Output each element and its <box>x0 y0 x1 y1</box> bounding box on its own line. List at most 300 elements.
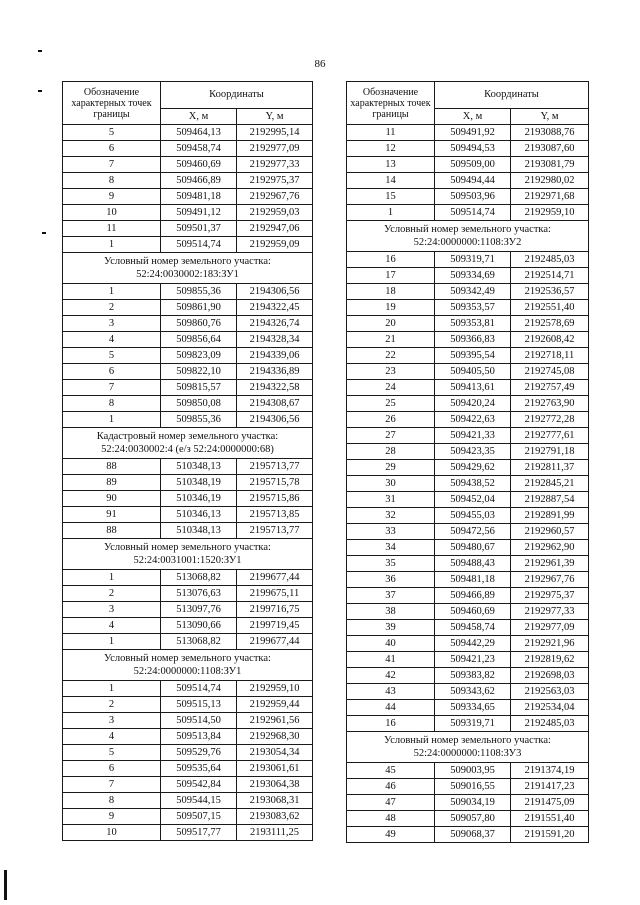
x-coordinate-cell: 509458,74 <box>435 620 511 636</box>
point-number-cell: 1 <box>63 681 161 697</box>
x-coordinate-cell: 509421,33 <box>435 428 511 444</box>
x-coordinate-cell: 509429,62 <box>435 460 511 476</box>
table-row <box>63 157 313 173</box>
point-number-cell: 11 <box>63 221 161 237</box>
y-coordinate-cell: 2191551,40 <box>511 811 589 827</box>
y-coordinate-cell: 2192763,90 <box>511 396 589 412</box>
table-row <box>347 492 589 508</box>
point-number-cell: 25 <box>347 396 435 412</box>
y-coordinate-cell: 2195715,86 <box>237 491 313 507</box>
table-row <box>63 221 313 237</box>
point-number-cell: 32 <box>347 508 435 524</box>
y-coordinate-cell: 2191591,20 <box>511 827 589 843</box>
x-coordinate-cell: 509488,43 <box>435 556 511 572</box>
table-row <box>63 697 313 713</box>
x-coordinate-cell: 509494,53 <box>435 141 511 157</box>
x-coordinate-cell: 509855,36 <box>161 412 237 428</box>
y-coordinate-cell: 2192977,09 <box>511 620 589 636</box>
y-coordinate-cell: 2192551,40 <box>511 300 589 316</box>
y-coordinate-cell: 2192961,56 <box>237 713 313 729</box>
parcel-section-heading: Кадастровый номер земельного участка: 52:24:0030002:4 (е/з 52:24:0000000:68) <box>63 428 313 459</box>
point-number-cell: 8 <box>63 173 161 189</box>
y-coordinate-cell: 2191417,23 <box>511 779 589 795</box>
point-number-cell: 12 <box>347 141 435 157</box>
table-row <box>347 620 589 636</box>
y-coordinate-cell: 2194339,06 <box>237 348 313 364</box>
table-row <box>63 761 313 777</box>
y-coordinate-cell: 2194308,67 <box>237 396 313 412</box>
parcel-section-heading: Условный номер земельного участка: 52:24:0031001:1520:ЗУ1 <box>63 539 313 570</box>
point-number-cell: 39 <box>347 620 435 636</box>
y-coordinate-cell: 2192485,03 <box>511 252 589 268</box>
point-number-cell: 42 <box>347 668 435 684</box>
point-number-cell: 1 <box>63 284 161 300</box>
x-coordinate-cell: 509421,23 <box>435 652 511 668</box>
table-row <box>63 491 313 507</box>
table-row <box>63 475 313 491</box>
point-number-cell: 90 <box>63 491 161 507</box>
x-coordinate-cell: 510346,19 <box>161 491 237 507</box>
point-number-cell: 7 <box>63 777 161 793</box>
point-number-cell: 17 <box>347 268 435 284</box>
x-coordinate-cell: 509481,18 <box>161 189 237 205</box>
y-coordinate-cell: 2192975,37 <box>237 173 313 189</box>
y-coordinate-cell: 2195713,77 <box>237 459 313 475</box>
x-coordinate-cell: 509466,89 <box>161 173 237 189</box>
y-coordinate-cell: 2195715,78 <box>237 475 313 491</box>
point-number-cell: 30 <box>347 476 435 492</box>
y-coordinate-cell: 2192977,33 <box>511 604 589 620</box>
table-row <box>63 507 313 523</box>
x-coordinate-cell: 509423,35 <box>435 444 511 460</box>
scan-mark <box>38 90 42 92</box>
y-coordinate-cell: 2192698,03 <box>511 668 589 684</box>
table-row <box>347 716 589 732</box>
section-row <box>63 428 313 459</box>
point-number-cell: 44 <box>347 700 435 716</box>
x-coordinate-cell: 509395,54 <box>435 348 511 364</box>
parcel-section-heading: Условный номер земельного участка: 52:24:0030002:183:ЗУ1 <box>63 253 313 284</box>
point-number-cell: 15 <box>347 189 435 205</box>
point-number-cell: 31 <box>347 492 435 508</box>
y-coordinate-cell: 2192995,14 <box>237 125 313 141</box>
point-number-cell: 1 <box>63 237 161 253</box>
y-coordinate-cell: 2193111,25 <box>237 825 313 841</box>
coordinates-table-left <box>62 81 313 841</box>
table-row <box>63 205 313 221</box>
y-coordinate-cell: 2193081,79 <box>511 157 589 173</box>
table-row <box>347 316 589 332</box>
x-coordinate-cell: 509438,52 <box>435 476 511 492</box>
y-coordinate-cell: 2192772,28 <box>511 412 589 428</box>
x-coordinate-cell: 509464,13 <box>161 125 237 141</box>
point-number-cell: 20 <box>347 316 435 332</box>
table-row <box>347 157 589 173</box>
y-coordinate-cell: 2199716,75 <box>237 602 313 618</box>
point-number-cell: 40 <box>347 636 435 652</box>
point-number-cell: 1 <box>63 570 161 586</box>
x-coordinate-cell: 509860,76 <box>161 316 237 332</box>
x-coordinate-cell: 509472,56 <box>435 524 511 540</box>
y-coordinate-cell: 2193088,76 <box>511 125 589 141</box>
x-coordinate-cell: 509514,74 <box>161 681 237 697</box>
header-coordinates: Координаты <box>161 82 313 109</box>
y-coordinate-cell: 2192971,68 <box>511 189 589 205</box>
y-coordinate-cell: 2192563,03 <box>511 684 589 700</box>
table-row <box>347 189 589 205</box>
table-row <box>347 795 589 811</box>
section-row <box>63 539 313 570</box>
x-coordinate-cell: 509542,84 <box>161 777 237 793</box>
table-row <box>63 284 313 300</box>
y-coordinate-cell: 2192959,09 <box>237 237 313 253</box>
x-coordinate-cell: 509460,69 <box>161 157 237 173</box>
y-coordinate-cell: 2192962,90 <box>511 540 589 556</box>
x-coordinate-cell: 509822,10 <box>161 364 237 380</box>
table-row <box>63 125 313 141</box>
parcel-section-heading: Условный номер земельного участка: 52:24:0000000:1108:ЗУ3 <box>347 732 589 763</box>
point-number-cell: 43 <box>347 684 435 700</box>
x-coordinate-cell: 509850,08 <box>161 396 237 412</box>
point-number-cell: 28 <box>347 444 435 460</box>
point-number-cell: 16 <box>347 252 435 268</box>
x-coordinate-cell: 509856,64 <box>161 332 237 348</box>
y-coordinate-cell: 2192534,04 <box>511 700 589 716</box>
table-row <box>347 444 589 460</box>
x-coordinate-cell: 510348,13 <box>161 523 237 539</box>
point-number-cell: 18 <box>347 284 435 300</box>
x-coordinate-cell: 509466,89 <box>435 588 511 604</box>
point-number-cell: 22 <box>347 348 435 364</box>
point-number-cell: 9 <box>63 189 161 205</box>
y-coordinate-cell: 2194326,74 <box>237 316 313 332</box>
point-number-cell: 8 <box>63 793 161 809</box>
y-coordinate-cell: 2192791,18 <box>511 444 589 460</box>
table-row <box>347 428 589 444</box>
x-coordinate-cell: 509507,15 <box>161 809 237 825</box>
header-x: X, м <box>435 109 511 125</box>
table-row <box>347 460 589 476</box>
table-row <box>63 777 313 793</box>
x-coordinate-cell: 509514,50 <box>161 713 237 729</box>
table-body <box>347 125 589 843</box>
y-coordinate-cell: 2192967,76 <box>511 572 589 588</box>
point-number-cell: 13 <box>347 157 435 173</box>
point-number-cell: 24 <box>347 380 435 396</box>
y-coordinate-cell: 2192977,09 <box>237 141 313 157</box>
x-coordinate-cell: 510348,19 <box>161 475 237 491</box>
table-row <box>347 652 589 668</box>
point-number-cell: 88 <box>63 523 161 539</box>
point-number-cell: 47 <box>347 795 435 811</box>
table-row <box>63 745 313 761</box>
table-row <box>347 412 589 428</box>
table-row <box>347 508 589 524</box>
y-coordinate-cell: 2199677,44 <box>237 634 313 650</box>
table-row <box>347 811 589 827</box>
table-row <box>63 332 313 348</box>
table-row <box>347 125 589 141</box>
table-row <box>63 316 313 332</box>
point-number-cell: 10 <box>63 205 161 221</box>
point-number-cell: 5 <box>63 745 161 761</box>
y-coordinate-cell: 2195713,85 <box>237 507 313 523</box>
x-coordinate-cell: 513076,63 <box>161 586 237 602</box>
table-row <box>347 827 589 843</box>
table-row <box>63 729 313 745</box>
x-coordinate-cell: 509420,24 <box>435 396 511 412</box>
table-row <box>347 332 589 348</box>
x-coordinate-cell: 509319,71 <box>435 252 511 268</box>
point-number-cell: 36 <box>347 572 435 588</box>
y-coordinate-cell: 2192959,10 <box>237 681 313 697</box>
point-number-cell: 2 <box>63 300 161 316</box>
point-number-cell: 4 <box>63 332 161 348</box>
x-coordinate-cell: 509480,67 <box>435 540 511 556</box>
parcel-section-heading: Условный номер земельного участка: 52:24:0000000:1108:ЗУ1 <box>63 650 313 681</box>
y-coordinate-cell: 2193087,60 <box>511 141 589 157</box>
y-coordinate-cell: 2192968,30 <box>237 729 313 745</box>
x-coordinate-cell: 509815,57 <box>161 380 237 396</box>
y-coordinate-cell: 2193068,31 <box>237 793 313 809</box>
y-coordinate-cell: 2192959,03 <box>237 205 313 221</box>
table-row <box>347 700 589 716</box>
point-number-cell: 37 <box>347 588 435 604</box>
y-coordinate-cell: 2191475,09 <box>511 795 589 811</box>
point-number-cell: 21 <box>347 332 435 348</box>
x-coordinate-cell: 509491,12 <box>161 205 237 221</box>
point-number-cell: 19 <box>347 300 435 316</box>
point-number-cell: 10 <box>63 825 161 841</box>
x-coordinate-cell: 509422,63 <box>435 412 511 428</box>
table-row <box>63 570 313 586</box>
x-coordinate-cell: 509509,00 <box>435 157 511 173</box>
y-coordinate-cell: 2192745,08 <box>511 364 589 380</box>
point-number-cell: 33 <box>347 524 435 540</box>
x-coordinate-cell: 509366,83 <box>435 332 511 348</box>
y-coordinate-cell: 2192777,61 <box>511 428 589 444</box>
table-row <box>347 364 589 380</box>
table-row <box>347 396 589 412</box>
point-number-cell: 23 <box>347 364 435 380</box>
x-coordinate-cell: 509460,69 <box>435 604 511 620</box>
y-coordinate-cell: 2192819,62 <box>511 652 589 668</box>
y-coordinate-cell: 2192514,71 <box>511 268 589 284</box>
table-row <box>347 173 589 189</box>
point-number-cell: 3 <box>63 602 161 618</box>
y-coordinate-cell: 2193061,61 <box>237 761 313 777</box>
point-number-cell: 46 <box>347 779 435 795</box>
table-row <box>347 380 589 396</box>
point-number-cell: 48 <box>347 811 435 827</box>
y-coordinate-cell: 2194322,45 <box>237 300 313 316</box>
point-number-cell: 3 <box>63 316 161 332</box>
x-coordinate-cell: 510346,13 <box>161 507 237 523</box>
x-coordinate-cell: 509342,49 <box>435 284 511 300</box>
point-number-cell: 4 <box>63 729 161 745</box>
table-row <box>347 141 589 157</box>
scan-mark <box>4 870 7 900</box>
x-coordinate-cell: 513090,66 <box>161 618 237 634</box>
parcel-section-heading: Условный номер земельного участка: 52:24:0000000:1108:ЗУ2 <box>347 221 589 252</box>
x-coordinate-cell: 509405,50 <box>435 364 511 380</box>
table-row <box>347 205 589 221</box>
x-coordinate-cell: 509383,82 <box>435 668 511 684</box>
table-row <box>63 348 313 364</box>
table-row <box>347 604 589 620</box>
y-coordinate-cell: 2193064,38 <box>237 777 313 793</box>
x-coordinate-cell: 509458,74 <box>161 141 237 157</box>
x-coordinate-cell: 513097,76 <box>161 602 237 618</box>
y-coordinate-cell: 2192891,99 <box>511 508 589 524</box>
y-coordinate-cell: 2192608,42 <box>511 332 589 348</box>
point-number-cell: 38 <box>347 604 435 620</box>
table-row <box>347 348 589 364</box>
point-number-cell: 7 <box>63 380 161 396</box>
y-coordinate-cell: 2194328,34 <box>237 332 313 348</box>
x-coordinate-cell: 509442,29 <box>435 636 511 652</box>
table-row <box>347 524 589 540</box>
table-row <box>63 300 313 316</box>
point-number-cell: 9 <box>63 809 161 825</box>
point-number-cell: 6 <box>63 761 161 777</box>
x-coordinate-cell: 509016,55 <box>435 779 511 795</box>
point-number-cell: 89 <box>63 475 161 491</box>
y-coordinate-cell: 2192757,49 <box>511 380 589 396</box>
y-coordinate-cell: 2195713,77 <box>237 523 313 539</box>
x-coordinate-cell: 509861,90 <box>161 300 237 316</box>
point-number-cell: 91 <box>63 507 161 523</box>
y-coordinate-cell: 2199677,44 <box>237 570 313 586</box>
section-row <box>347 221 589 252</box>
x-coordinate-cell: 509343,62 <box>435 684 511 700</box>
y-coordinate-cell: 2193054,34 <box>237 745 313 761</box>
x-coordinate-cell: 509334,69 <box>435 268 511 284</box>
point-number-cell: 11 <box>347 125 435 141</box>
table-row <box>63 523 313 539</box>
header-y: Y, м <box>511 109 589 125</box>
point-number-cell: 6 <box>63 364 161 380</box>
x-coordinate-cell: 509491,92 <box>435 125 511 141</box>
point-number-cell: 2 <box>63 697 161 713</box>
table-row <box>347 572 589 588</box>
y-coordinate-cell: 2191374,19 <box>511 763 589 779</box>
point-number-cell: 4 <box>63 618 161 634</box>
table-row <box>347 556 589 572</box>
y-coordinate-cell: 2192980,02 <box>511 173 589 189</box>
page-number: 86 <box>314 58 326 70</box>
x-coordinate-cell: 509503,96 <box>435 189 511 205</box>
table-row <box>63 189 313 205</box>
section-row <box>63 253 313 284</box>
y-coordinate-cell: 2192485,03 <box>511 716 589 732</box>
section-row <box>63 650 313 681</box>
table-row <box>347 636 589 652</box>
point-number-cell: 1 <box>63 634 161 650</box>
point-number-cell: 27 <box>347 428 435 444</box>
table-row <box>63 586 313 602</box>
table-row <box>63 602 313 618</box>
y-coordinate-cell: 2192961,39 <box>511 556 589 572</box>
x-coordinate-cell: 509334,65 <box>435 700 511 716</box>
x-coordinate-cell: 509515,13 <box>161 697 237 713</box>
x-coordinate-cell: 509494,44 <box>435 173 511 189</box>
table-row <box>63 141 313 157</box>
point-number-cell: 1 <box>63 412 161 428</box>
y-coordinate-cell: 2192718,11 <box>511 348 589 364</box>
x-coordinate-cell: 509068,37 <box>435 827 511 843</box>
x-coordinate-cell: 509413,61 <box>435 380 511 396</box>
header-point-label: Обозначение характерных точек границы <box>63 82 161 125</box>
point-number-cell: 35 <box>347 556 435 572</box>
point-number-cell: 41 <box>347 652 435 668</box>
point-number-cell: 26 <box>347 412 435 428</box>
point-number-cell: 2 <box>63 586 161 602</box>
y-coordinate-cell: 2192845,21 <box>511 476 589 492</box>
point-number-cell: 16 <box>347 716 435 732</box>
table-row <box>347 763 589 779</box>
y-coordinate-cell: 2192578,69 <box>511 316 589 332</box>
table-row <box>347 300 589 316</box>
y-coordinate-cell: 2192977,33 <box>237 157 313 173</box>
x-coordinate-cell: 509034,19 <box>435 795 511 811</box>
x-coordinate-cell: 509517,77 <box>161 825 237 841</box>
table-row <box>63 364 313 380</box>
y-coordinate-cell: 2192967,76 <box>237 189 313 205</box>
table-row <box>63 459 313 475</box>
point-number-cell: 45 <box>347 763 435 779</box>
y-coordinate-cell: 2199719,45 <box>237 618 313 634</box>
point-number-cell: 88 <box>63 459 161 475</box>
table-row <box>63 396 313 412</box>
point-number-cell: 14 <box>347 173 435 189</box>
y-coordinate-cell: 2192975,37 <box>511 588 589 604</box>
table-row <box>63 634 313 650</box>
y-coordinate-cell: 2192811,37 <box>511 460 589 476</box>
x-coordinate-cell: 510348,13 <box>161 459 237 475</box>
table-row <box>347 668 589 684</box>
x-coordinate-cell: 509455,03 <box>435 508 511 524</box>
coordinates-table-right <box>346 81 589 843</box>
scan-mark <box>42 232 46 234</box>
y-coordinate-cell: 2192959,44 <box>237 697 313 713</box>
table-row <box>347 684 589 700</box>
x-coordinate-cell: 509513,84 <box>161 729 237 745</box>
table-row <box>347 284 589 300</box>
x-coordinate-cell: 509353,57 <box>435 300 511 316</box>
y-coordinate-cell: 2194336,89 <box>237 364 313 380</box>
x-coordinate-cell: 513068,82 <box>161 634 237 650</box>
table-row <box>63 618 313 634</box>
table-row <box>63 681 313 697</box>
header-x: X, м <box>161 109 237 125</box>
y-coordinate-cell: 2192536,57 <box>511 284 589 300</box>
x-coordinate-cell: 509057,80 <box>435 811 511 827</box>
x-coordinate-cell: 513068,82 <box>161 570 237 586</box>
y-coordinate-cell: 2192947,06 <box>237 221 313 237</box>
x-coordinate-cell: 509319,71 <box>435 716 511 732</box>
table-row <box>347 588 589 604</box>
y-coordinate-cell: 2194306,56 <box>237 412 313 428</box>
point-number-cell: 3 <box>63 713 161 729</box>
y-coordinate-cell: 2192960,57 <box>511 524 589 540</box>
point-number-cell: 5 <box>63 348 161 364</box>
table-row <box>63 237 313 253</box>
table-row <box>63 173 313 189</box>
point-number-cell: 1 <box>347 205 435 221</box>
y-coordinate-cell: 2194322,58 <box>237 380 313 396</box>
x-coordinate-cell: 509529,76 <box>161 745 237 761</box>
